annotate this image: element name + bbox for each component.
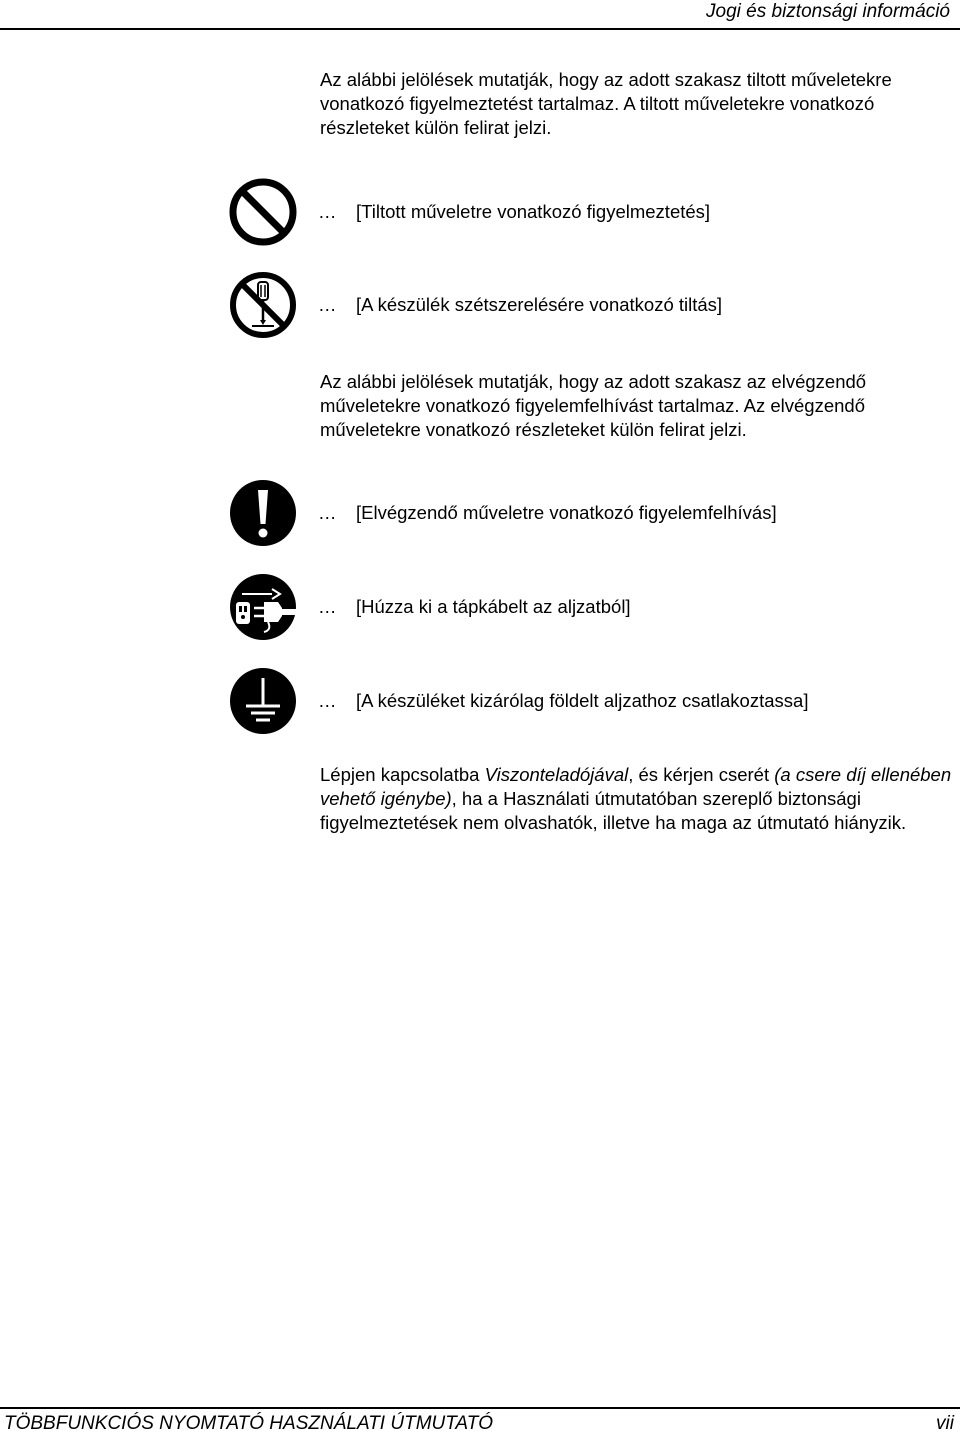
prohibited-caption: [Tiltott műveletre vonatkozó figyelmeztetés] [356,201,711,222]
ground-item [228,666,928,736]
note-text: , és kérjen cserét [628,764,775,785]
note-text: Lépjen kapcsolatba [320,764,485,785]
ellipsis: … [318,690,337,711]
ellipsis: … [318,502,337,523]
footer-title: TÖBBFUNKCIÓS NYOMTATÓ HASZNÁLATI ÚTMUTATÓ [4,1413,494,1434]
running-header: Jogi és biztonsági információ [706,1,950,22]
ellipsis: … [318,201,337,222]
no-disassembly-item [228,270,928,340]
unplug-icon [228,572,298,642]
ellipsis: … [318,294,337,315]
note-fee: (a csere díj ellenében vehető igénybe) [320,764,952,809]
ellipsis: … [318,596,337,617]
ground-caption: [A készüléket kizárólag földelt aljzathoz csatlakoztassa] [356,690,809,711]
prohibited-intro: Az alábbi jelölések mutatják, hogy az adott szakasz tiltott műveletekre vonatkozó figyelmeztetést tartalmaz. A tiltott műveletekre vonatkozó részleteket külön felirat jelzi. [320,69,892,138]
no-disassembly-icon [228,270,298,340]
ground-icon [228,666,298,736]
required-caption: [Elvégzendő műveletre vonatkozó figyelemfelhívás] [356,502,777,523]
prohibited-icon [228,177,298,247]
required-item [228,478,928,548]
note-reseller: Viszonteladójával [484,764,629,785]
page-number: vii [936,1413,954,1434]
unplug-caption: [Húzza ki a tápkábelt az aljzatból] [356,596,631,617]
prohibited-item [228,177,928,247]
note-text: , ha a Használati útmutatóban szereplő biztonsági figyelmeztetések nem olvashatók, illetve ha maga az útmutató hiányzik. [320,788,907,833]
required-intro: Az alábbi jelölések mutatják, hogy az adott szakasz az elvégzendő műveletekre vonatkozó figyelemfelhívást tartalmaz. Az elvégzendő műveletekre vonatkozó részleteket külön felirat jelzi. [320,371,867,440]
unplug-item [228,572,928,642]
replacement-note [320,763,960,835]
footer-rule [0,1407,960,1409]
exclamation-icon [228,478,298,548]
no-disassembly-caption: [A készülék szétszerelésére vonatkozó tiltás] [356,294,723,315]
header-rule [0,28,960,30]
